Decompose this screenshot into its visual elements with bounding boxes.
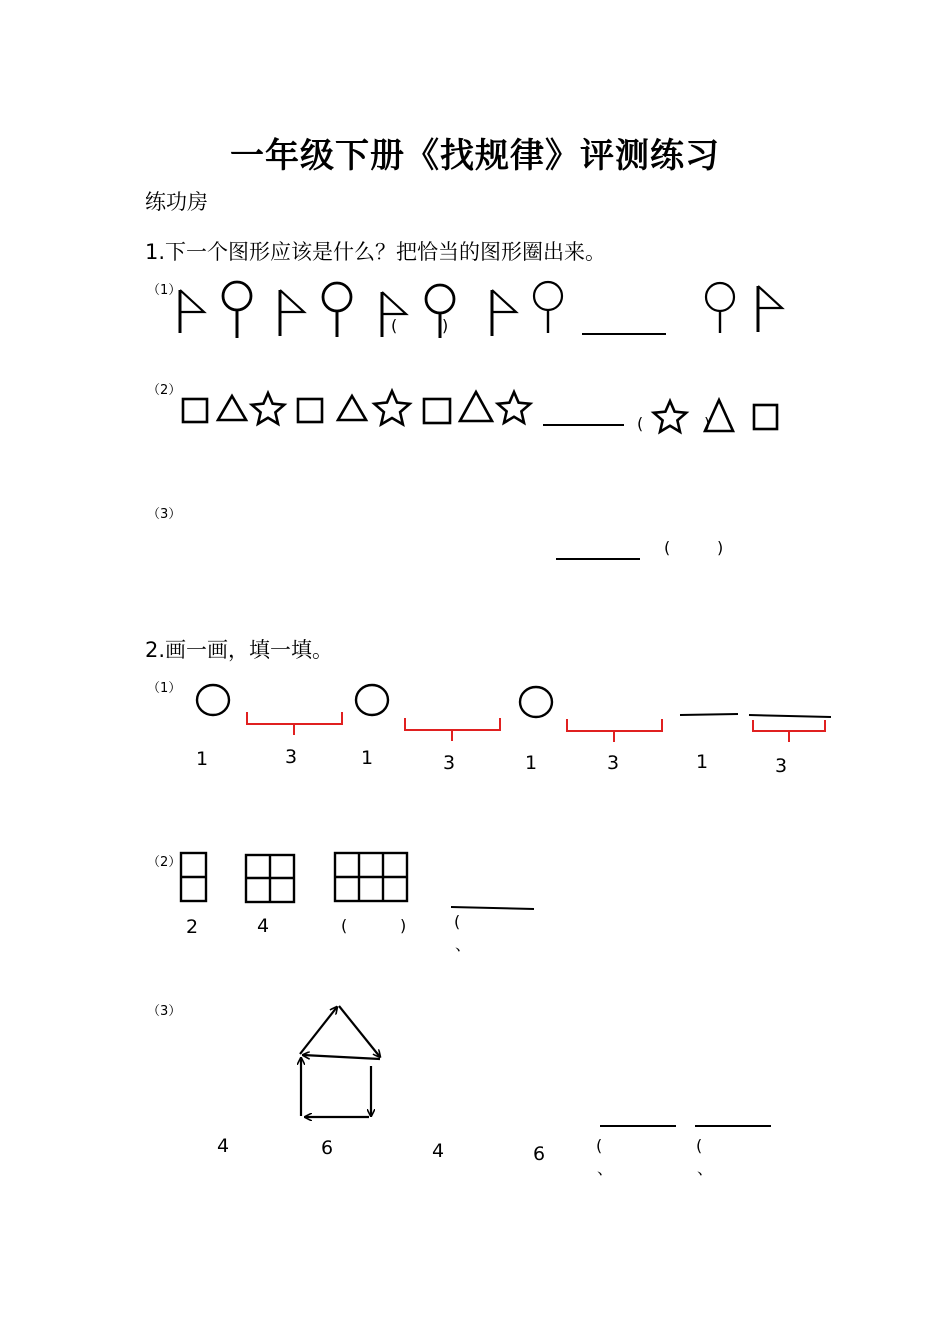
q1-p3-paren-close: )	[717, 538, 724, 557]
lollipop-icon	[534, 282, 562, 333]
q1-p2-paren-open: (	[637, 414, 644, 433]
q2-p2-paren-close: )	[400, 916, 407, 935]
triangle-icon	[705, 400, 733, 431]
q2-p1-number: 1	[525, 752, 538, 774]
section-label: 练功房	[145, 190, 208, 214]
flag-icon	[180, 290, 204, 333]
flag-icon	[492, 290, 516, 336]
q1-part-3-label: （3）	[147, 507, 182, 522]
triangle-icon	[460, 392, 492, 421]
circle-icon	[520, 687, 552, 717]
question-1-heading: 1.下一个图形应该是什么？把恰当的图形圈出来。	[145, 240, 607, 264]
red-bracket	[247, 712, 342, 724]
q2-part-3-label: （3）	[147, 1004, 182, 1019]
red-bracket	[753, 720, 825, 731]
star-icon	[252, 393, 284, 424]
q1-part-2-label: （2）	[147, 383, 182, 398]
q2-p3-comma-b: 、	[697, 1159, 714, 1178]
square-icon	[754, 405, 777, 429]
q2-p3-number: 6	[533, 1143, 546, 1165]
star-icon	[654, 401, 686, 432]
q1-p3-paren-open: (	[664, 538, 671, 557]
page-title: 一年级下册《找规律》评测练习	[230, 136, 720, 176]
star-icon	[498, 392, 530, 423]
q2-p1-number: 3	[443, 752, 456, 774]
triangle-icon	[218, 396, 246, 420]
question-2-heading: 2.画一画，填一填。	[145, 638, 334, 662]
grid-2x2-icon	[246, 855, 294, 902]
answer-blank	[749, 715, 831, 717]
q2-p1-number: 1	[361, 747, 374, 769]
flag-icon	[758, 286, 782, 332]
arrow-house-drawing	[300, 1006, 380, 1117]
lollipop-icon	[223, 282, 251, 338]
q1-p1-paren-close: )	[442, 316, 449, 335]
flag-icon	[382, 292, 406, 337]
square-icon	[183, 399, 207, 422]
q1-p2-paren-close: )	[704, 414, 711, 433]
circle-icon	[356, 685, 388, 715]
q2-part-2-label: （2）	[147, 855, 182, 870]
lollipop-icon	[323, 283, 351, 337]
q2-p3-comma-a: 、	[597, 1159, 614, 1178]
answer-blank	[451, 907, 534, 909]
circle-icon	[197, 685, 229, 715]
q1-part-1-label: （1）	[147, 283, 182, 298]
q2-p1-number: 3	[775, 755, 788, 777]
q2-p2-comma: 、	[455, 935, 472, 954]
q2-p3-number: 4	[217, 1135, 230, 1157]
star-icon	[374, 391, 409, 424]
q2-p2-paren-open: (	[341, 916, 348, 935]
q2-p2-number: 4	[257, 915, 270, 937]
q1-p1-paren-open: (	[391, 316, 398, 335]
q2-p1-number: 1	[696, 751, 709, 773]
lollipop-icon	[706, 283, 734, 333]
grid-3x2-icon	[335, 853, 407, 901]
square-icon	[298, 399, 322, 422]
grid-1x2-icon	[181, 853, 206, 901]
q2-p2-paren-open-2: (	[454, 912, 461, 931]
triangle-icon	[338, 396, 366, 420]
red-bracket	[405, 718, 500, 730]
q2-p3-number: 4	[432, 1140, 445, 1162]
q2-p1-number: 3	[285, 746, 298, 768]
q2-p1-number: 1	[196, 748, 209, 770]
q2-p3-number: 6	[321, 1137, 334, 1159]
square-icon	[424, 399, 450, 423]
flag-icon	[280, 290, 304, 336]
q2-p3-paren-a: (	[596, 1136, 603, 1155]
q2-p3-paren-b: (	[696, 1136, 703, 1155]
q2-p1-number: 3	[607, 752, 620, 774]
answer-blank	[680, 714, 738, 715]
lollipop-icon	[426, 285, 454, 338]
q2-part-1-label: （1）	[147, 681, 182, 696]
red-bracket	[567, 719, 662, 731]
q2-p2-number: 2	[186, 916, 199, 938]
